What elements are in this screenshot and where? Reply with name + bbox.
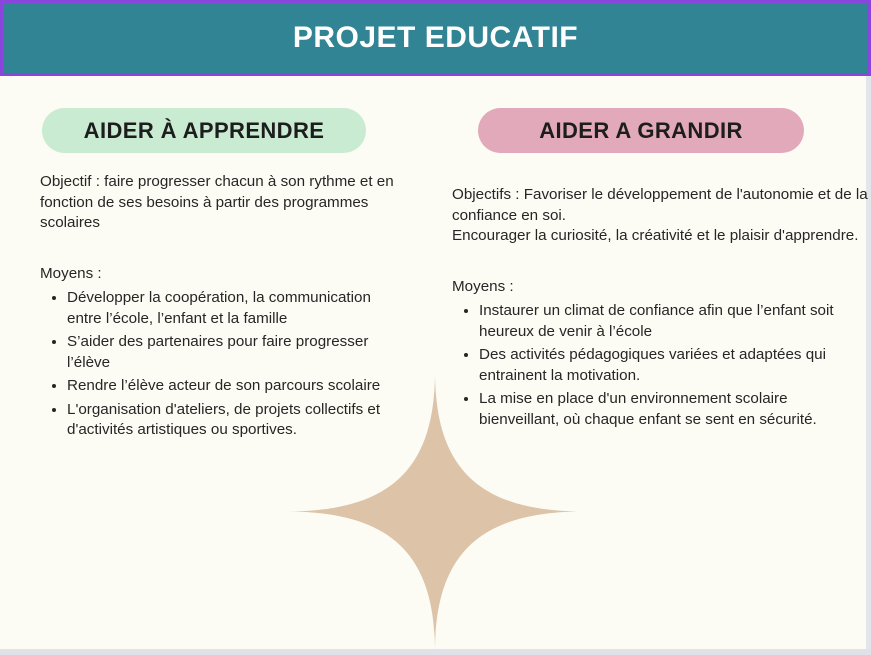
means-list-grandir (452, 301, 870, 430)
list-item: • L'organisation d'ateliers, de projets collectifs et d'activités artistiques ou sportives. (67, 400, 406, 441)
means-label-apprendre: Moyens : (40, 264, 102, 282)
list-item: • Des activités pédagogiques variées et adaptées qui entrainent la motivation. (479, 345, 870, 386)
means-label-grandir: Moyens : (452, 277, 514, 295)
column-grandir (452, 185, 870, 433)
header-banner (0, 0, 871, 76)
list-item: • Instaurer un climat de confiance afin que l’enfant soit heureux de venir à l’école (479, 301, 870, 342)
section-heading-apprendre: AIDER À APPRENDRE (42, 108, 366, 153)
list-item: • Rendre l’élève acteur de son parcours scolaire (67, 376, 406, 397)
page-title: PROJET EDUCATIF (292, 21, 579, 54)
list-item: • La mise en place d'un environnement scolaire bienveillant, où chaque enfant se sent en sécurité. (479, 389, 870, 430)
objective-text-apprendre: Objectif : faire progresser chacun à son rythme et en fonction de ses besoins à partir des programmes scolaires (40, 173, 394, 232)
objective-text-grandir-line1: Objectifs : Favoriser le développement de l'autonomie et de la confiance en soi. (452, 186, 868, 224)
column-apprendre (40, 172, 406, 444)
section-heading-grandir: AIDER A GRANDIR (478, 108, 804, 153)
list-item: • Développer la coopération, la communication entre l’école, l’enfant et la famille (67, 288, 406, 329)
objective-text-grandir-line2: Encourager la curiosité, la créativité et le plaisir d'apprendre. (452, 227, 859, 245)
list-item: • S’aider des partenaires pour faire progresser l’élève (67, 332, 406, 373)
means-list-apprendre (40, 288, 406, 441)
